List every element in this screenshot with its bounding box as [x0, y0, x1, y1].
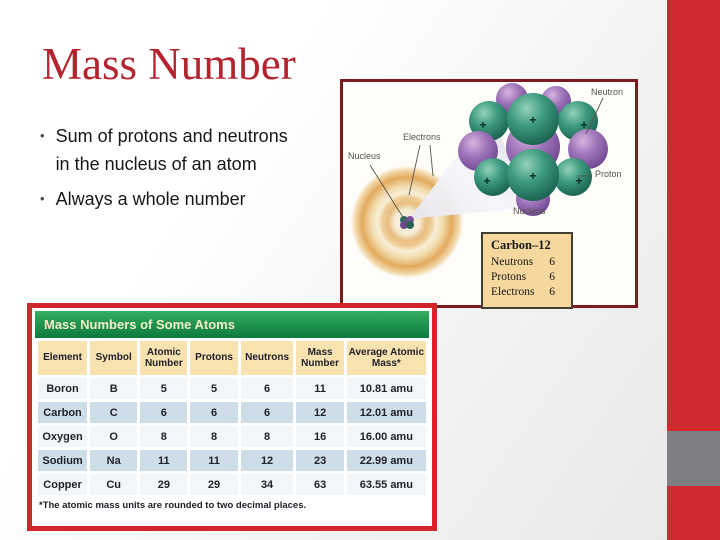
cell: 6 [241, 378, 294, 399]
table-row [38, 378, 426, 399]
plus-icon: + [529, 169, 537, 183]
atoms-table [35, 338, 429, 498]
cell: 12 [296, 402, 343, 423]
slide-title: Mass Number [42, 39, 296, 89]
header-row [38, 341, 426, 375]
cell: 11 [296, 378, 343, 399]
col-header: Protons [190, 341, 237, 375]
cell: 8 [140, 426, 187, 447]
cell: 10.81 amu [347, 378, 426, 399]
legend-value: 6 [549, 285, 555, 298]
bullet-item [40, 185, 288, 213]
cell: 12 [241, 450, 294, 471]
bullet-dot-icon: • [40, 128, 45, 143]
legend-row [491, 270, 563, 285]
table-row [38, 474, 426, 495]
atom-diagram [340, 79, 638, 308]
proton-label: Proton [595, 169, 622, 179]
mass-number-table [27, 303, 437, 531]
bullet-list [40, 122, 288, 220]
cell: 16 [296, 426, 343, 447]
col-header: Atomic Number [140, 341, 187, 375]
cell: 34 [241, 474, 294, 495]
cell: 29 [190, 474, 237, 495]
cell: 16.00 amu [347, 426, 426, 447]
cell: 6 [140, 402, 187, 423]
carbon12-title: Carbon–12 [491, 238, 551, 252]
cell: 23 [296, 450, 343, 471]
cell: Oxygen [38, 426, 87, 447]
cell: 8 [241, 426, 294, 447]
table-row [38, 450, 426, 471]
plus-icon: + [575, 174, 583, 188]
legend-row [491, 255, 563, 270]
right-accent-bar [667, 0, 720, 540]
cell: O [90, 426, 137, 447]
cell: 11 [140, 450, 187, 471]
plus-icon: + [483, 174, 491, 188]
electrons-label: Electrons [403, 132, 441, 142]
carbon12-legend [481, 232, 573, 309]
cell: Sodium [38, 450, 87, 471]
legend-label: Protons [491, 270, 527, 283]
col-header: Mass Number [296, 341, 343, 375]
cell: 6 [190, 402, 237, 423]
legend-label: Electrons [491, 285, 535, 298]
col-header: Neutrons [241, 341, 294, 375]
bullet-dot-icon: • [40, 191, 45, 206]
neutron-label: Neutron [591, 87, 624, 97]
table-footnote: *The atomic mass units are rounded to two decimal places. [39, 500, 307, 511]
table-row [38, 426, 426, 447]
legend-label: Neutrons [491, 256, 534, 268]
legend-row [491, 285, 563, 300]
col-header: Element [38, 341, 87, 375]
gray-accent-block [667, 431, 720, 486]
bullet-text: Always a whole number [55, 189, 246, 209]
bullet-item [40, 122, 288, 178]
cell: 12.01 amu [347, 402, 426, 423]
plus-icon: + [479, 118, 487, 132]
cell: B [90, 378, 137, 399]
cell: Boron [38, 378, 87, 399]
plus-icon: + [529, 113, 537, 127]
legend-value: 6 [549, 270, 555, 283]
cell: 11 [190, 450, 237, 471]
table-title-banner: Mass Numbers of Some Atoms [35, 311, 429, 338]
cell: 63.55 amu [347, 474, 426, 495]
cell: 22.99 amu [347, 450, 426, 471]
cell: Na [90, 450, 137, 471]
col-header: Symbol [90, 341, 137, 375]
nucleus-left-label: Nucleus [348, 151, 381, 161]
cell: 8 [190, 426, 237, 447]
cell: 6 [241, 402, 294, 423]
cell: 5 [140, 378, 187, 399]
cell: Copper [38, 474, 87, 495]
cell: 5 [190, 378, 237, 399]
bullet-text: Sum of protons and neutrons in the nucleus of an atom [55, 126, 288, 174]
table-row [38, 402, 426, 423]
cell: 29 [140, 474, 187, 495]
nucleus-dot [400, 216, 414, 229]
legend-value: 6 [549, 256, 555, 268]
cell: 63 [296, 474, 343, 495]
cell: Cu [90, 474, 137, 495]
col-header: Average Atomic Mass* [347, 341, 426, 375]
plus-icon: + [580, 118, 588, 132]
cell: C [90, 402, 137, 423]
cell: Carbon [38, 402, 87, 423]
nucleus-bottom-label: Nucleus [513, 206, 546, 216]
